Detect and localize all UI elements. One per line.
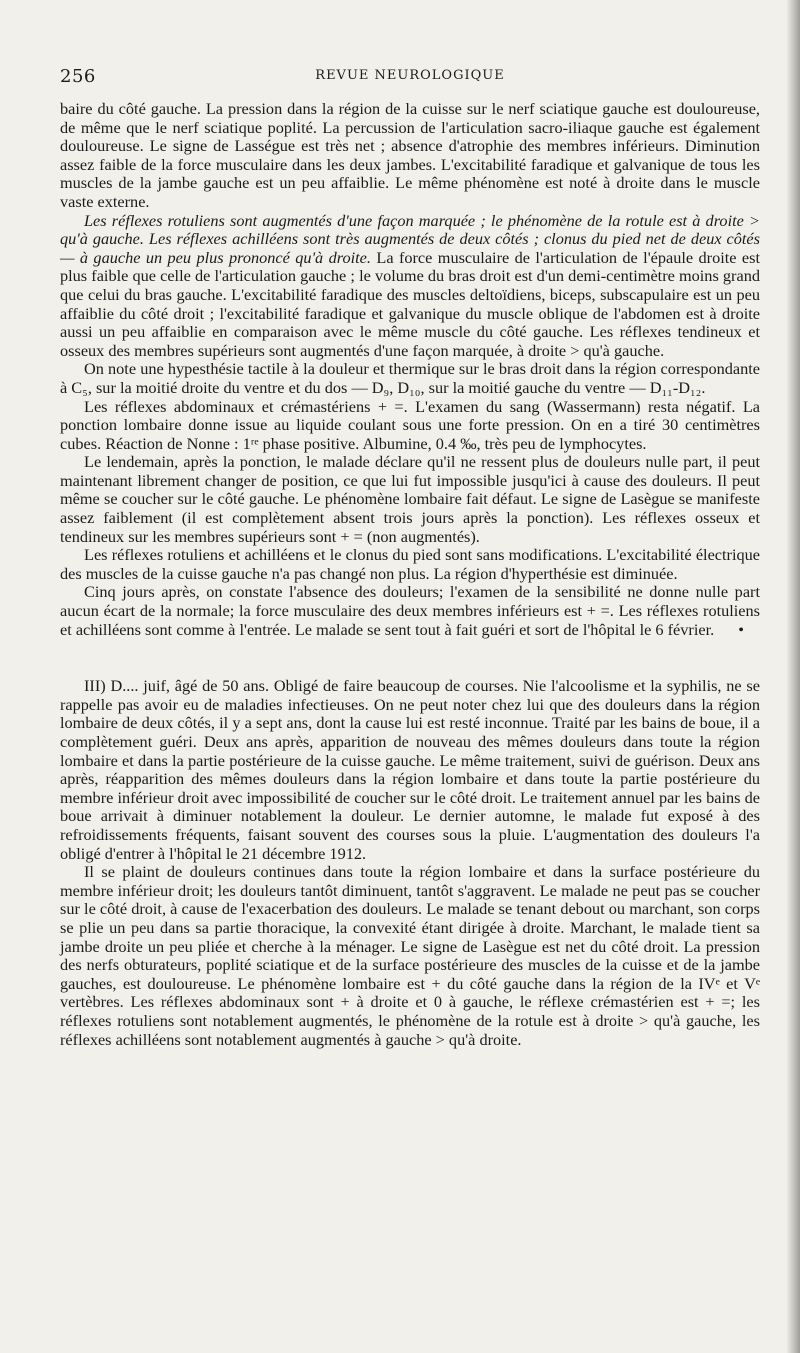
paragraph: Les réflexes rotuliens et achilléens et le clonus du pied sont sans modifications. L'excitabilité électrique des muscles de la cuisse gauche n'a pas changé non plus. La région d'hyperthésie est diminuée. [60,545,760,583]
italic-passage: Les réflexes rotuliens sont augmentés d'une façon marquée ; le phénomène de la rotule est à droite > qu'à gauche. Les réflexes achilléens sont très augmentés de deux côtés ; clonus du pied net de deux côtés — à gauche un peu plus prononcé qu'à droite. [60,210,760,267]
paragraph: On note une hypesthésie tactile à la douleur et thermique sur le bras droit dans la région correspondante à C₅, sur la moitié droite du ventre et du dos — D₉, D₁₀, sur la moitié gauche du ventre — D₁₁-D₁₂. [60,359,760,397]
page-edge-shadow [786,0,800,1353]
case-paragraph: III) D.... juif, âgé de 50 ans. Obligé de faire beaucoup de courses. Nie l'alcoolisme et la syphilis, ne se rappelle pas avoir eu de maladies infectieuses. On ne peut noter chez lui que des douleurs dans la région lombaire de deux côtés, il y a sept ans, dont la cause lui est resté inconnue. Traité par les bains de boue, il a complètement guéri. Deux ans après, apparition de nouveau des mêmes douleurs dans toute la région lombaire et dans la partie postérieure de la cuisse gauche. Le même traitement, suivi de guérison. Deux ans après, réapparition des mêmes douleurs dans la région lombaire et dans toute la partie postérieure du membre inférieur droit avec impossibilité de coucher sur le côté droit. Le traitement annuel par les bains de boue arrivait à diminuer notablement la douleur. Le dernier automne, le malade fut exposé à des refroidissements fréquents, faisant souvent des courses sous la pluie. L'augmentation des douleurs l'a obligé d'entrer à l'hôpital le 21 décembre 1912. [60,676,760,863]
paragraph-text: Cinq jours après, on constate l'absence des douleurs; l'examen de la sensibilité ne donne nulle part aucun écart de la normale; la force musculaire des deux membres inférieurs est + =. Les réflexes rotuliens et achilléens sont comme à l'entrée. Le malade se sent tout à fait guéri et sort de l'hôpital le 6 février. [60,582,760,639]
paragraph: Les réflexes abdominaux et crémastériens + =. L'examen du sang (Wassermann) resta négatif. La ponction lombaire donne issue au liquide coulant sous une forte pression. On en a tiré 30 centimètres cubes. Réaction de Nonne : 1ʳᵉ phase positive. Albumine, 0.4 ‰, très peu de lymphocytes. [60,396,760,453]
page-number: 256 [60,66,96,87]
page-header [60,66,760,86]
section-gap [60,639,760,677]
paragraph: Le lendemain, après la ponction, le malade déclare qu'il ne ressent plus de douleurs nulle part, il peut maintenant librement changer de position, ce que lui fut impossible jusqu'ici à cause des douleurs. Il peut même se coucher sur le côté gauche. Le phénomène lombaire fait défaut. Le signe de Lasègue se manifeste assez faiblement (il est complètement absent trois jours après la ponction). Les réflexes osseux et tendineux sur les membres supérieurs sont + = (non augmentés). [60,452,760,546]
end-mark: • [738,619,744,639]
paragraph: baire du côté gauche. La pression dans la région de la cuisse sur le nerf sciatique gauche est douloureuse, de même que le nerf sciatique poplité. La percussion de l'articulation sacro-iliaque gauche est également douloureuse. Le signe de Lasségue est très net ; absence d'atrophie des membres inférieurs. Diminution assez faible de la force musculaire dans les deux jambes. L'excitabilité faradique et galvanique de tous les muscles de la jambe gauche est un peu affaiblie. Le même phénomène est noté à droite dans le muscle vaste externe. [60,99,760,211]
paragraph [60,212,760,361]
paragraph [60,583,760,639]
paragraph-continuation: La force musculaire de l'articulation de l'épaule droite est plus faible que celle de l'articulation gauche ; le volume du bras droit est d'un demi-centimètre moins grand que celui du bras gauche. L'excitabilité faradique des muscles deltoïdiens, biceps, subscapulaire est un peu affaiblie du côté droit ; l'excitabilité faradique et galvanique du muscle oblique de l'abdomen est à droite aussi un peu affaiblie en comparaison avec le même muscle du côté gauche. Les réflexes tendineux et osseux des membres supérieurs sont augmentés d'une façon marquée, à droite > qu'à gauche. [60,247,760,360]
article-body [60,100,760,1049]
case-paragraph: Il se plaint de douleurs continues dans toute la région lombaire et dans la surface postérieure du membre inférieur droit; les douleurs tantôt diminuent, tantôt s'aggravent. Le malade ne peut pas se coucher sur le côté droit, à cause de l'exacerbation des douleurs. Le malade se tenant debout ou marchant, son corps se plie un peu dans sa partie thoracique, la convexité étant dirigée à droite. Marchant, le malade tient sa jambe droite un peu pliée et cherche à la ménager. Le signe de Lasègue est net du côté droit. La pression des nerfs obturateurs, poplité sciatique et de la surface postérieure des muscles de la cuisse et de la jambe gauches, est douloureuse. Le phénomène lombaire est + du côté gauche dans la région de la IVᵉ et Vᵉ vertèbres. Les réflexes abdominaux sont + à droite et 0 à gauche, le réflexe crémastérien est + =; les réflexes rotuliens sont notablement augmentés, le phénomène de la rotule est à droite > qu'à gauche, les réflexes achilléens sont notablement augmentés à gauche > qu'à droite. [60,862,760,1049]
running-title: REVUE NEUROLOGIQUE [315,68,505,83]
